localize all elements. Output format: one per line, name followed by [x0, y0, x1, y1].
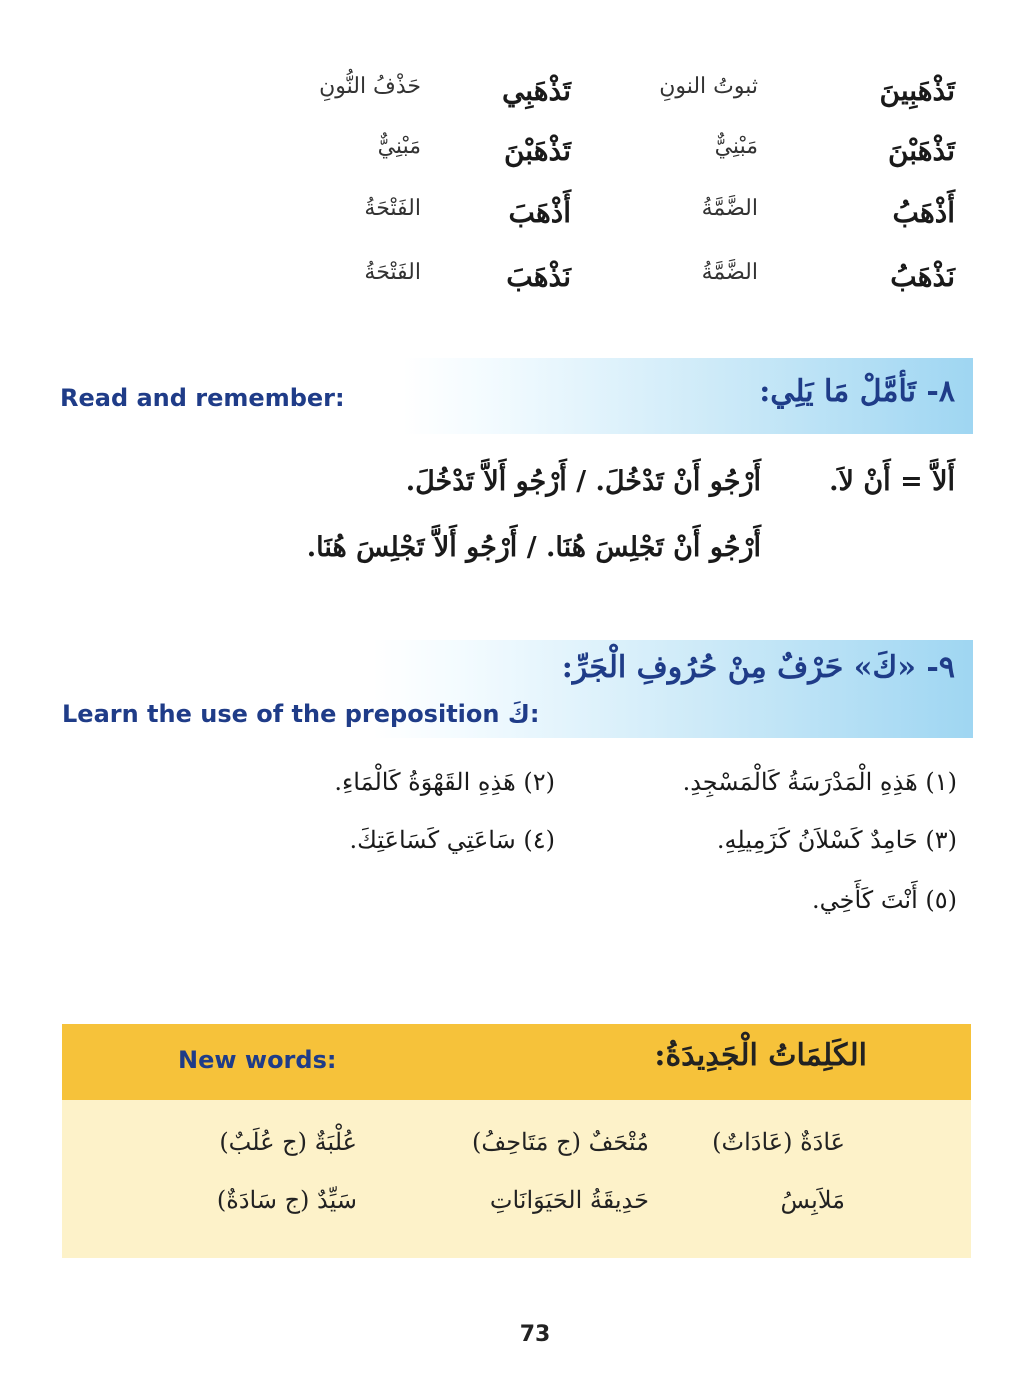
- section-8-english-heading: Read and remember:: [60, 384, 345, 412]
- verb-form: أَذْهَبُ: [892, 196, 955, 229]
- section-9-example: (١) هَذِهِ الْمَدْرَسَةُ كَالْمَسْجِدِ.: [682, 768, 957, 796]
- section-8-example-line: أَرْجُو أَنْ تَدْخُلَ. / أَرْجُو أَلاَّ تَدْخُلَ.: [405, 466, 761, 497]
- verb-form: أَذْهَبَ: [508, 196, 571, 229]
- verb-form: تَذْهَبْنَ: [887, 134, 955, 167]
- vocab-word: مَلاَبِسُ: [780, 1186, 845, 1214]
- conjugation-row: [0, 196, 1033, 256]
- conjugation-row: [0, 74, 1033, 134]
- section-9-example: (٤) سَاعَتِي كَسَاعَتِكَ.: [349, 826, 555, 854]
- case-marker: الضَّمَّةُ: [701, 196, 758, 221]
- section-8-title: ٨- تَأمَّلْ مَا يَلِي:: [759, 374, 955, 409]
- case-marker: الفَتْحَةُ: [364, 196, 421, 221]
- case-marker: الضَّمَّةُ: [701, 260, 758, 285]
- new-words-title: الكَلِمَاتُ الْجَدِيدَةُ:: [654, 1038, 867, 1073]
- vocab-word: عُلْبَةٌ (ج عُلَبٌ): [219, 1128, 357, 1156]
- verb-form: نَذْهَبُ: [890, 260, 955, 293]
- verb-form: تَذْهَبْنَ: [503, 134, 571, 167]
- case-marker: مَبْنِيٌّ: [714, 134, 758, 159]
- section-9-example: (٥) أَنْتَ كَأَخِي.: [811, 886, 957, 914]
- conjugation-row: [0, 260, 1033, 320]
- verb-form: نَذْهَبَ: [506, 260, 571, 293]
- case-marker: الفَتْحَةُ: [364, 260, 421, 285]
- section-8-rule: أَلاَّ = أَنْ لاَ.: [829, 466, 955, 497]
- section-9-english-heading: Learn the use of the preposition كَ:: [62, 700, 540, 728]
- page-number: 73: [519, 1322, 551, 1347]
- new-words-body: [62, 1100, 971, 1258]
- section-9-title: ٩- «كَ» حَرْفٌ مِنْ حُرُوفِ الْجَرِّ:: [561, 650, 955, 685]
- new-words-english-heading: New words:: [178, 1046, 337, 1074]
- case-marker: حَذْفُ النُّونِ: [319, 74, 421, 99]
- section-9-example: (٢) هَذِهِ القَهْوَةُ كَالْمَاءِ.: [334, 768, 555, 796]
- verb-form: تَذْهَبِينَ: [879, 74, 955, 107]
- section-9-example: (٣) حَامِدٌ كَسْلاَنُ كَزَمِيلِهِ.: [716, 826, 957, 854]
- case-marker: ثبوتُ النونِ: [659, 74, 758, 99]
- case-marker: مَبْنِيٌّ: [377, 134, 421, 159]
- vocab-word: مُتْحَفٌ (ج مَتَاحِفُ): [472, 1128, 649, 1156]
- section-8-example-line: أَرْجُو أَنْ تَجْلِسَ هُنَا. / أَرْجُو أَلاَّ تَجْلِسَ هُنَا.: [306, 532, 761, 563]
- verb-form: تَذْهَبِي: [501, 74, 571, 107]
- conjugation-row: [0, 134, 1033, 194]
- vocab-word: سَيِّدٌ (ج سَادَةٌ): [216, 1186, 357, 1214]
- vocab-word: عَادَةٌ (عَادَاتٌ): [712, 1128, 845, 1156]
- vocab-word: حَدِيقَةُ الحَيَوَانَاتِ: [489, 1186, 649, 1214]
